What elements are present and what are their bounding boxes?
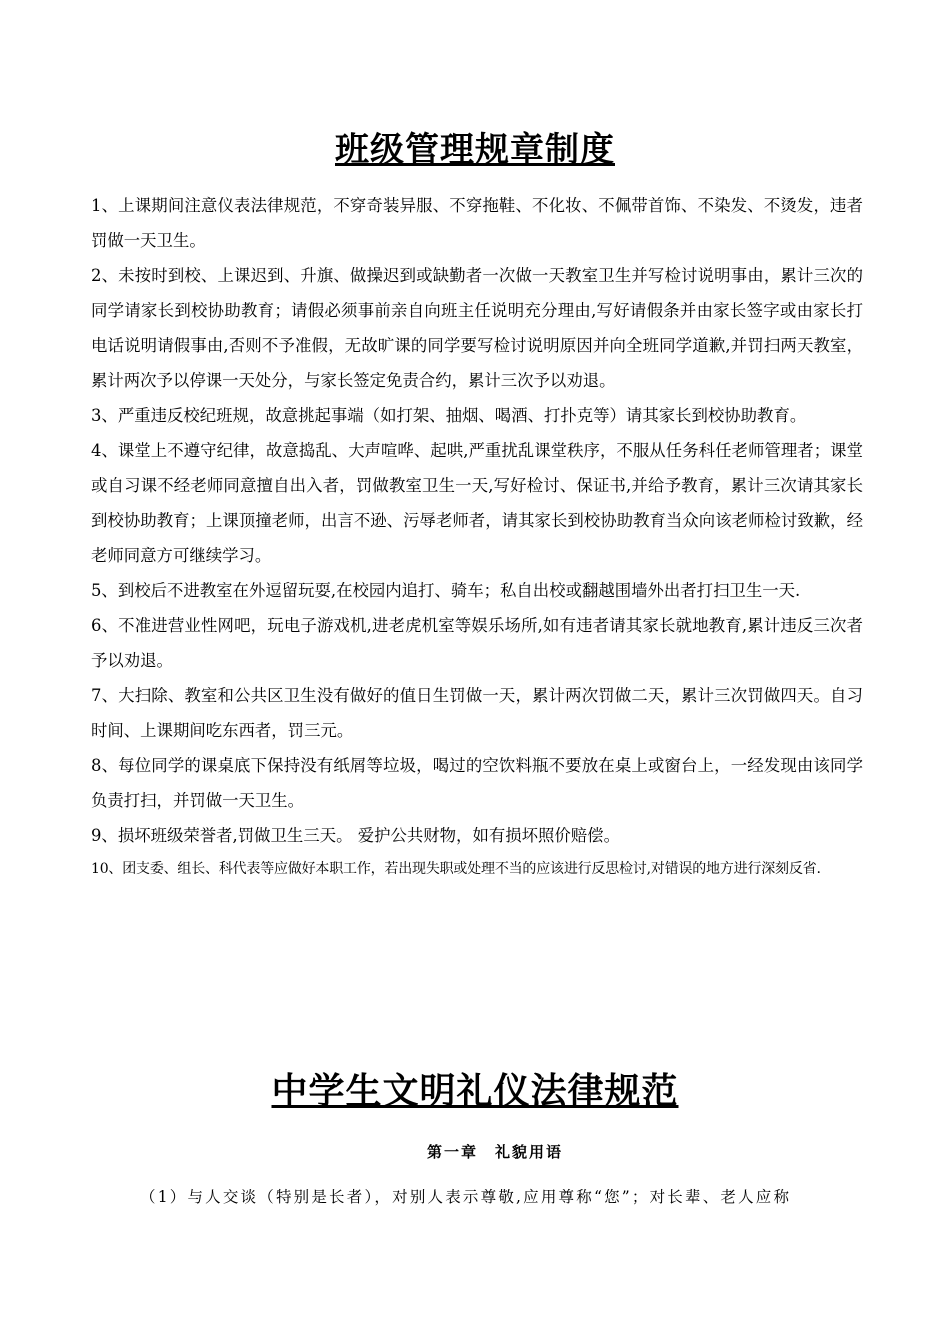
- chapter-heading: 第一章 礼貌用语: [426, 1143, 563, 1161]
- rule-item: 6、不准进营业性网吧，玩电子游戏机,进老虎机室等娱乐场所,如有违者请其家长就地教育,累计违反三次者予以劝退。: [91, 616, 863, 670]
- rule-item: 10、团支委、组长、科代表等应做好本职工作，若出现失职或处理不当的应该进行反思检讨,对错误的地方进行深刻反省.: [91, 861, 821, 877]
- rule-item: 2、未按时到校、上课迟到、升旗、做操迟到或缺勤者一次做一天教室卫生并写检讨说明事由，累计三次的同学请家长到校协助教育；请假必须事前亲自向班主任说明充分理由,写好请假条并由家长签字或由家长打电话说明请假事由,否则不予准假，无故旷课的同学要写检讨说明原因并向全班同学道歉,并罚扫两天教室，累计两次予以停课一天处分，与家长签定免责合约，累计三次予以劝退。: [91, 266, 863, 390]
- document-title: 班级管理规章制度: [335, 130, 615, 170]
- rule-item: 9、损坏班级荣誉者,罚做卫生三天。 爱护公共财物，如有损坏照价赔偿。: [91, 826, 620, 845]
- rule-item: 4、课堂上不遵守纪律，故意捣乱、大声喧哗、起哄,严重扰乱课堂秩序，不服从任务科任老师管理者；课堂或自习课不经老师同意擅自出入者，罚做教室卫生一天,写好检讨、保证书,并给予教育，累计三次请其家长到校协助教育；上课顶撞老师，出言不逊、污辱老师者，请其家长到校协助教育当众向该老师检讨致歉，经老师同意方可继续学习。: [91, 441, 863, 565]
- rule-item: 7、大扫除、教室和公共区卫生没有做好的值日生罚做一天，累计两次罚做二天，累计三次罚做四天。自习时间、上课期间吃东西者，罚三元。: [91, 686, 863, 740]
- body-paragraph: （1）与人交谈（特别是长者），对别人表示尊敬,应用尊称“您”；对长辈、老人应称: [140, 1188, 792, 1206]
- section-title: 中学生文明礼仪法律规范: [271, 1070, 679, 1112]
- rule-item: 8、每位同学的课桌底下保持没有纸屑等垃圾，喝过的空饮料瓶不要放在桌上或窗台上，一经发现由该同学负责打扫，并罚做一天卫生。: [91, 756, 863, 810]
- rules-list: [91, 188, 863, 886]
- rule-item: 1、上课期间注意仪表法律规范，不穿奇装异服、不穿拖鞋、不化妆、不佩带首饰、不染发、不烫发，违者罚做一天卫生。: [91, 196, 863, 250]
- rule-item: 3、严重违反校纪班规，故意挑起事端（如打架、抽烟、喝酒、打扑克等）请其家长到校协助教育。: [91, 406, 807, 425]
- rule-item: 5、到校后不进教室在外逗留玩耍,在校园内追打、骑车；私自出校或翻越围墙外出者打扫卫生一天.: [91, 581, 801, 600]
